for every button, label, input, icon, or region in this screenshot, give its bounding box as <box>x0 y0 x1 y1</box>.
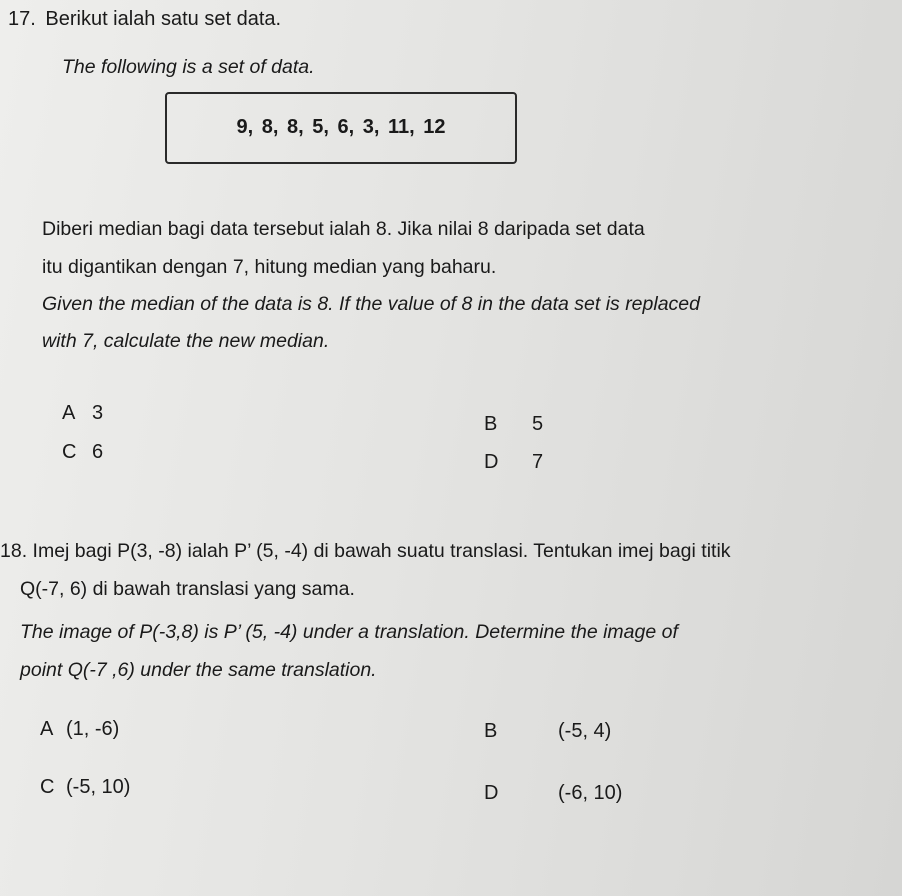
question-17-stem-en-line2: with 7, calculate the new median. <box>42 330 330 352</box>
option-letter: D <box>484 782 499 804</box>
q18-option-b[interactable] <box>484 720 611 743</box>
option-value: (-6, 10) <box>558 782 623 804</box>
question-stem-text: Imej bagi P(3, -8) ialah P’ (5, -4) di bawah suatu translasi. Tentukan imej bagi titik <box>32 540 731 562</box>
option-letter: A <box>62 402 76 424</box>
option-letter: B <box>484 720 498 742</box>
question-title-ms: Berikut ialah satu set data. <box>45 8 282 30</box>
question-17-stem-en-line1: Given the median of the data is 8. If the value of 8 in the data set is replaced <box>42 293 700 315</box>
q18-option-c[interactable] <box>40 776 130 799</box>
option-value: 3 <box>92 402 104 424</box>
option-letter: B <box>484 413 498 435</box>
q18-option-d[interactable] <box>484 782 622 805</box>
question-number: 18. <box>0 540 28 562</box>
data-set-values: 9, 8, 8, 5, 6, 3, 11, 12 <box>236 116 446 138</box>
q18-option-a[interactable] <box>40 718 119 741</box>
question-17-stem-ms-line1: Diberi median bagi data tersebut ialah 8. Jika nilai 8 daripada set data <box>42 218 645 240</box>
option-value: (1, -6) <box>66 718 120 740</box>
option-letter: C <box>40 776 55 798</box>
option-value: (-5, 10) <box>66 776 131 798</box>
option-value: 5 <box>532 413 544 435</box>
option-letter: A <box>40 718 54 740</box>
question-17-title-en: The following is a set of data. <box>62 56 315 78</box>
question-18-stem-ms-line2: Q(-7, 6) di bawah translasi yang sama. <box>20 578 355 600</box>
option-letter: C <box>62 441 77 463</box>
q17-option-c[interactable] <box>62 441 103 464</box>
question-17-stem-ms-line2: itu digantikan dengan 7, hitung median yang baharu. <box>42 256 497 278</box>
option-value: 7 <box>532 451 544 473</box>
option-value: 6 <box>92 441 104 463</box>
q17-option-a[interactable] <box>62 402 103 425</box>
question-17-number <box>8 8 281 31</box>
question-18-stem-en-line2: point Q(-7 ,6) under the same translation. <box>20 659 377 681</box>
q17-option-d[interactable] <box>484 451 543 474</box>
question-18-stem-ms-line1 <box>0 540 731 563</box>
option-letter: D <box>484 451 499 473</box>
option-value: (-5, 4) <box>558 720 612 742</box>
q17-option-b[interactable] <box>484 413 543 436</box>
question-number: 17. <box>8 8 36 30</box>
question-18-stem-en-line1: The image of P(-3,8) is P’ (5, -4) under a translation. Determine the image of <box>20 621 678 643</box>
data-set-box <box>165 92 517 164</box>
